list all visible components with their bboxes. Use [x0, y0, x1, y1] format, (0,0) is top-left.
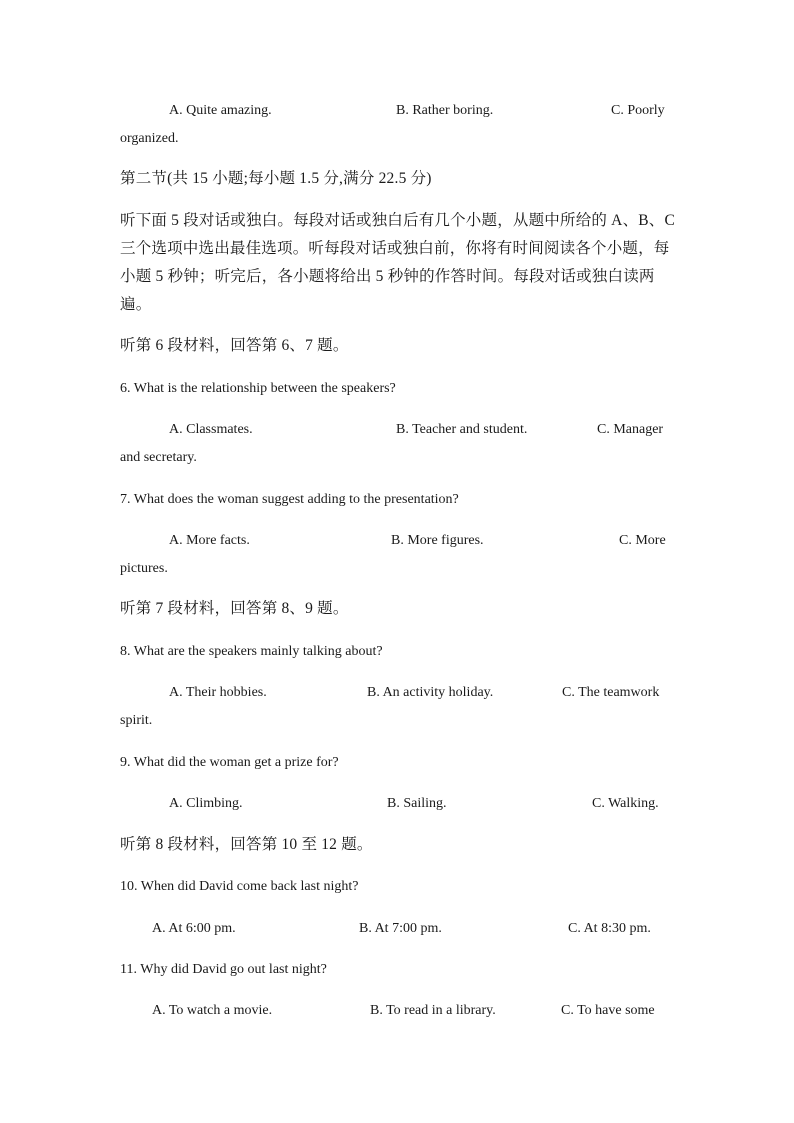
q10-option-a: A. At 6:00 pm. — [152, 921, 236, 936]
q6-option-b: B. Teacher and student. — [396, 422, 528, 437]
q11-option-c: C. To have some — [561, 1003, 655, 1018]
q10-option-c: C. At 8:30 pm. — [568, 921, 651, 936]
q5-option-c: C. Poorly — [611, 103, 665, 118]
q8-option-a: A. Their hobbies. — [169, 685, 267, 700]
q5-option-b: B. Rather boring. — [396, 103, 494, 118]
q10-stem: 10. When did David come back last night? — [120, 879, 359, 894]
q7-stem: 7. What does the woman suggest adding to the presentation? — [120, 492, 459, 507]
section-heading: 第二节(共 15 小题;每小题 1.5 分,满分 22.5 分) — [120, 170, 432, 187]
q5-option-c-wrap: organized. — [120, 131, 179, 146]
passage-7-heading: 听第 7 段材料，回答第 8、9 题。 — [120, 600, 349, 617]
q11-stem: 11. Why did David go out last night? — [120, 962, 327, 977]
passage-8-heading: 听第 8 段材料，回答第 10 至 12 题。 — [120, 836, 373, 853]
q7-option-c: C. More — [619, 533, 666, 548]
q9-option-a: A. Climbing. — [169, 796, 243, 811]
instructions-line-2: 三个选项中选出最佳选项。听每段对话或独白前，你将有时间阅读各个小题，每 — [120, 240, 670, 257]
q6-option-c-wrap: and secretary. — [120, 450, 197, 465]
q7-option-a: A. More facts. — [169, 533, 250, 548]
instructions-line-1: 听下面 5 段对话或独白。每段对话或独白后有几个小题，从题中所给的 A、B、C — [120, 212, 676, 229]
q6-option-c: C. Manager — [597, 422, 664, 437]
q7-option-b: B. More figures. — [391, 533, 484, 548]
q8-option-c: C. The teamwork — [562, 685, 660, 700]
q8-stem: 8. What are the speakers mainly talking about? — [120, 644, 383, 659]
q5-option-a: A. Quite amazing. — [169, 103, 272, 118]
q8-option-c-wrap: spirit. — [120, 713, 153, 728]
q11-option-a: A. To watch a movie. — [152, 1003, 273, 1018]
instructions-line-3: 小题 5 秒钟；听完后，各小题将给出 5 秒钟的作答时间。每段对话或独白读两 — [120, 268, 655, 285]
q7-option-c-wrap: pictures. — [120, 561, 168, 576]
q9-option-b: B. Sailing. — [387, 796, 447, 811]
q6-stem: 6. What is the relationship between the speakers? — [120, 381, 396, 396]
q6-option-a: A. Classmates. — [169, 422, 253, 437]
q10-option-b: B. At 7:00 pm. — [359, 921, 442, 936]
q8-option-b: B. An activity holiday. — [367, 685, 494, 700]
q9-option-c: C. Walking. — [592, 796, 659, 811]
q11-option-b: B. To read in a library. — [370, 1003, 496, 1018]
instructions-line-4: 遍。 — [120, 296, 152, 313]
q9-stem: 9. What did the woman get a prize for? — [120, 755, 339, 770]
passage-6-heading: 听第 6 段材料，回答第 6、7 题。 — [120, 337, 349, 354]
